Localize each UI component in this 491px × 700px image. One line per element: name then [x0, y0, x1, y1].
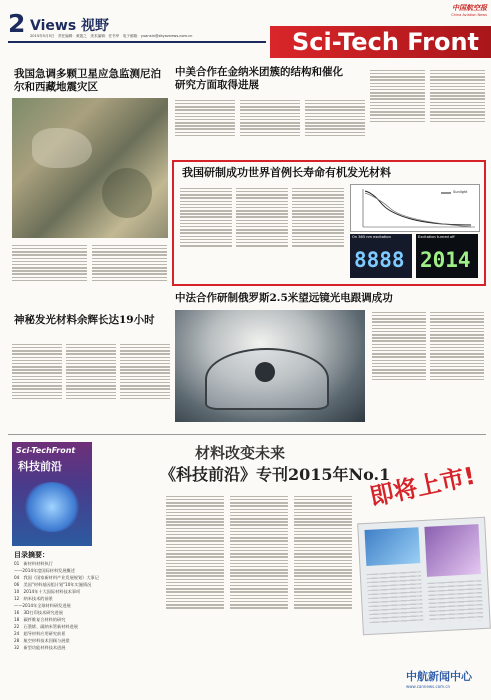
brand-title: Sci-Tech Front	[291, 28, 479, 56]
luminescent-body-2	[236, 186, 288, 282]
metal-organic-body-1	[175, 98, 235, 158]
promo-body-2	[230, 494, 288, 684]
photo2-caption: Excitation turned off	[418, 235, 455, 239]
decay-chart	[350, 184, 480, 232]
headline-metal-organic: 中美合作在金纳米团簇的结构和催化研究方面取得进展	[175, 66, 343, 91]
promo-banner-line1: 材料改变未来	[195, 444, 286, 462]
toc-heading: 目录摘要：	[14, 550, 49, 559]
metal-organic-body-3	[305, 98, 365, 158]
photo2-digits: 2014	[420, 248, 471, 272]
section-title: Views 视野	[30, 18, 110, 34]
toc-list	[14, 560, 164, 690]
luminescent-body-1	[180, 186, 232, 282]
toc-item: 01 新材料材料执行	[14, 561, 53, 566]
footer-logo-text: 中航新闻中心	[406, 670, 472, 683]
magazine-spread	[357, 517, 491, 636]
photo-excitation-off	[416, 234, 478, 278]
headline-luminescent: 我国研制成功世界首例长寿命有机发光材料	[182, 166, 391, 179]
brand-banner	[270, 26, 491, 58]
telescope-image	[175, 310, 365, 422]
satellite-body-2	[92, 243, 167, 305]
promo-cover	[12, 442, 92, 546]
cover-title-en: Sci-TechFront	[16, 446, 76, 455]
metal-organic-body-5	[430, 68, 485, 158]
promo-body-3	[294, 494, 352, 684]
photo-excitation-on	[350, 234, 412, 278]
coming-soon: 即将上市!	[367, 461, 478, 512]
toc-item: 12 纳米技术的前景	[14, 596, 53, 601]
cover-title-cn: 科技前沿	[18, 460, 62, 473]
toc-item: 18 碳纤维复合材料的研究	[14, 617, 66, 622]
page-masthead	[0, 0, 491, 62]
paper-name-cn: 中国航空报	[452, 3, 487, 12]
pangu-body-3	[120, 342, 170, 432]
footer-logo	[406, 668, 488, 696]
mirror-body-2	[430, 310, 484, 422]
toc-item: 32 新型功能材料技术进展	[14, 645, 66, 650]
page-number: 2	[8, 9, 26, 38]
satellite-body	[12, 243, 87, 305]
toc-item: ——2014年全球材料研发进展	[14, 603, 71, 608]
metal-organic-body-4	[370, 68, 425, 158]
photo1-caption: On 365 nm excitation	[352, 235, 391, 239]
toc-item: 24 超导材料应用研究前景	[14, 631, 66, 636]
toc-item: 28 航空材料技术回顾与展望	[14, 638, 70, 643]
masthead-rule	[8, 41, 266, 43]
paper-name-en: China Aviation News	[451, 13, 487, 17]
toc-item: 22 石墨烯、碳纳米管新材料进展	[14, 624, 78, 629]
promo-divider	[8, 434, 486, 435]
paper-logo	[425, 3, 487, 17]
toc-item: 16 3D打印技术研究进展	[14, 610, 63, 615]
toc-item: 10 2014年十大国际材料技术事项	[14, 589, 81, 594]
promo-banner-line2: 《科技前沿》专刊2015年No.1	[160, 465, 391, 484]
photo1-digits: 8888	[354, 248, 405, 272]
toc-item: 06 美国"材料基因组计划"10年实施情况	[14, 582, 92, 587]
headline-mirror: 中法合作研制俄罗斯2.5米望远镜光电跟调成功	[175, 292, 393, 304]
pangu-body-2	[66, 342, 116, 432]
metal-organic-body-2	[240, 98, 300, 158]
luminescent-body-3	[292, 186, 344, 282]
highlight-box	[172, 160, 486, 286]
date-line: 2015年5月5日 责任编辑：黄振之 美术编辑：任书华 电子邮箱：yuanxin@zkyavnews.com.cn	[30, 34, 193, 38]
headline-satellite: 我国急调多颗卫星应急监测尼泊尔和西藏地震灾区	[14, 68, 161, 93]
chart-legend-sunlight: Sunlight	[453, 190, 468, 194]
promo-body-1	[166, 494, 224, 684]
pangu-body-1	[12, 342, 62, 432]
headline-pangu: 神秘发光材料余辉长达19小时	[14, 314, 155, 326]
toc-item: ——2014年度国际材料发展概述	[14, 568, 75, 573]
toc-item: 04 我国《国家新材料产业发展规划》大事记	[14, 575, 99, 580]
footer-logo-url: www.cannews.com.cn	[406, 684, 451, 689]
satellite-image	[12, 98, 168, 238]
mirror-body-1	[372, 310, 426, 422]
